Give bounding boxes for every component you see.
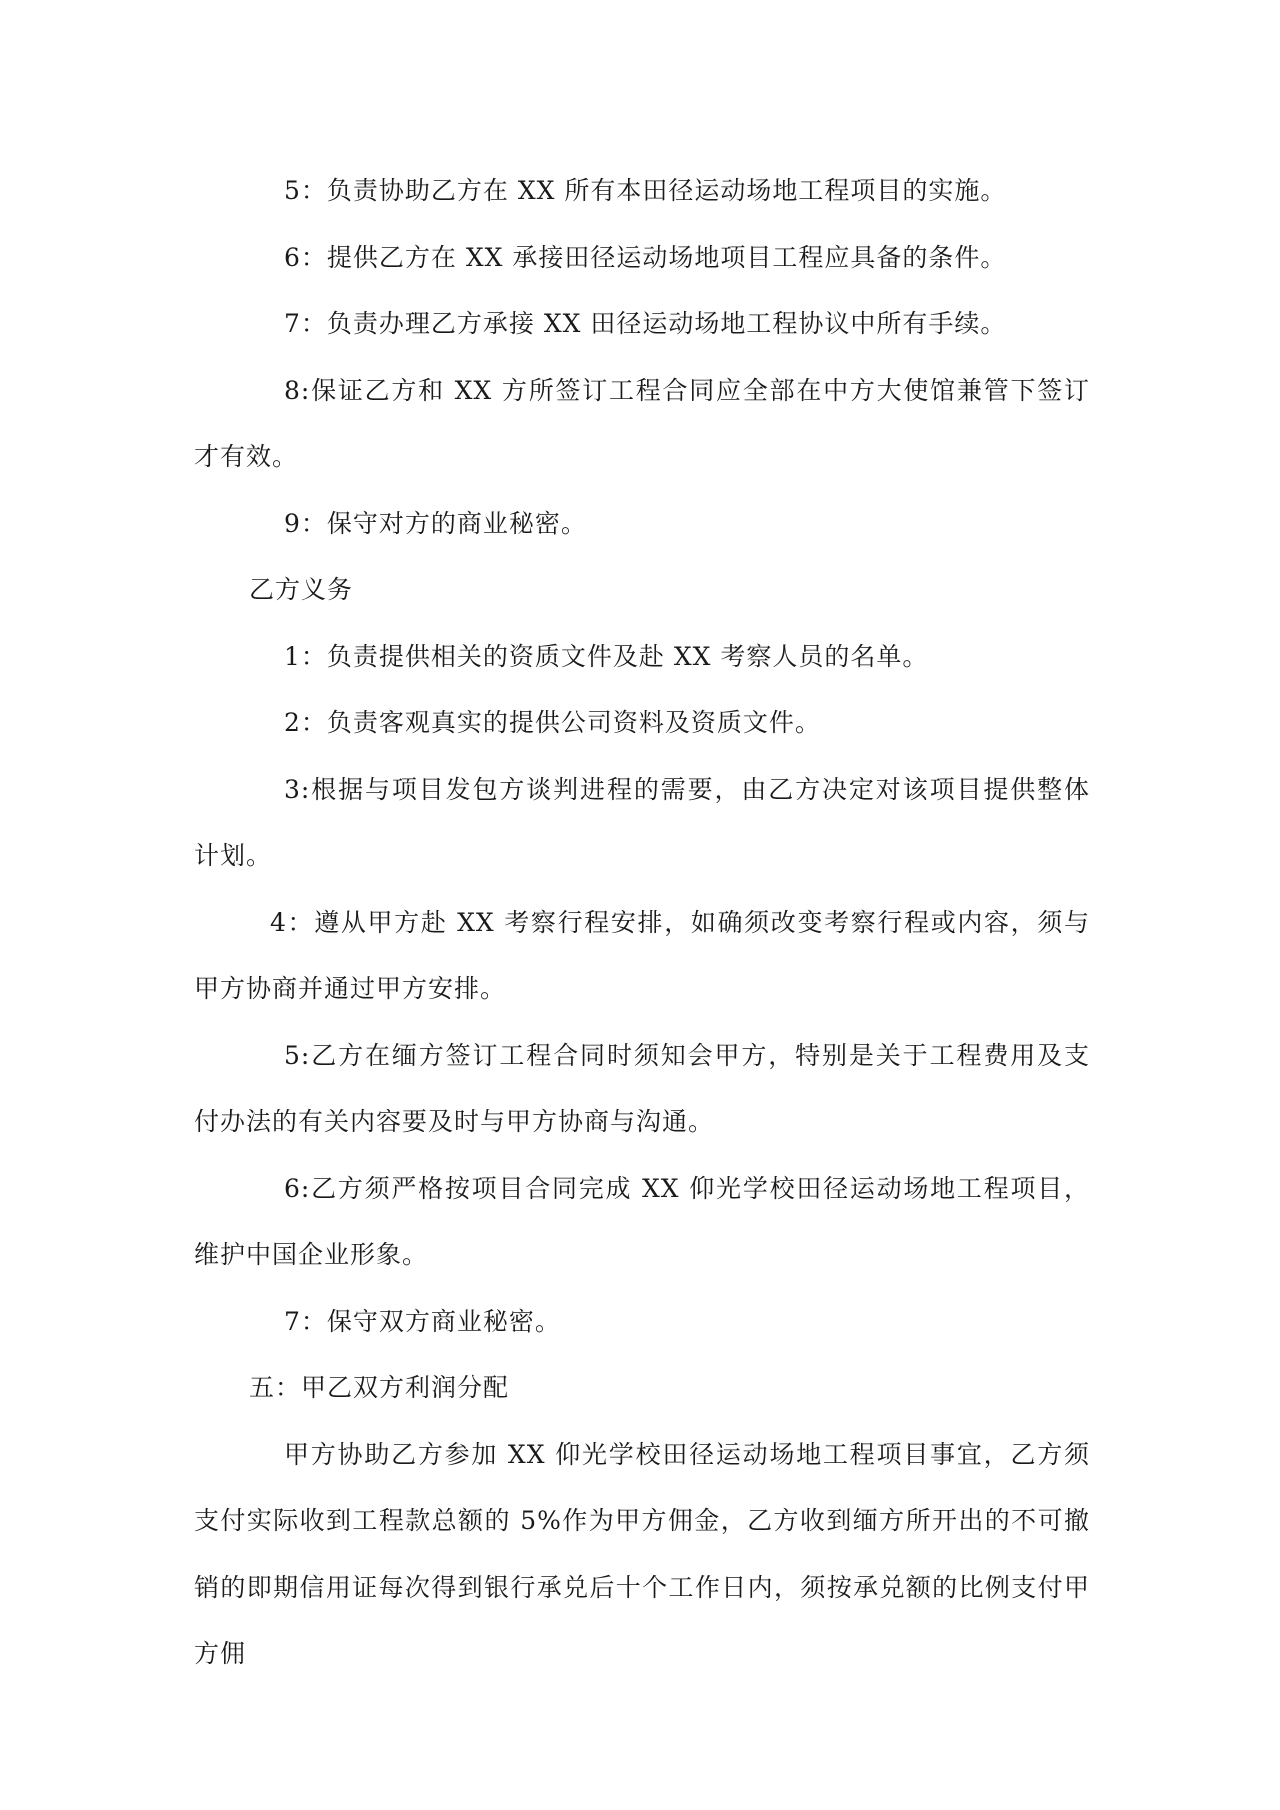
paragraph-obligation-6: 6：提供乙方在 XX 承接田径运动场地项目工程应具备的条件。 [284, 242, 1007, 272]
paragraph-party-b-7: 7：保守双方商业秘密。 [284, 1306, 561, 1336]
paragraph-party-b-1: 1：负责提供相关的资质文件及赴 XX 考察人员的名单。 [284, 641, 929, 671]
paragraph-party-b-2: 2：负责客观真实的提供公司资料及资质文件。 [284, 708, 821, 737]
paragraph-party-b-5: 5:乙方在缅方签订工程合同时须知会甲方，特别是关于工程费用及支付办法的有关内容要及时与甲方协商与沟通。 [194, 1040, 1090, 1136]
paragraph-party-b-6: 6:乙方须严格按项目合同完成 XX 仰光学校田径运动场地工程项目，维护中国企业形象。 [194, 1173, 1090, 1269]
paragraph-party-b-3: 3:根据与项目发包方谈判进程的需要，由乙方决定对该项目提供整体计划。 [194, 774, 1090, 870]
paragraph-obligation-9: 9：保守对方的商业秘密。 [284, 508, 587, 538]
section-heading-profit-distribution: 五：甲乙双方利润分配 [249, 1373, 510, 1402]
paragraph-profit-distribution: 甲方协助乙方参加 XX 仰光学校田径运动场地工程项目事宜，乙方须支付实际收到工程款总额的 5%作为甲方佣金，乙方收到缅方所开出的不可撤销的即期信用证每次得到银行承兑后十个工作日内，须按承兑额的比例支付甲方佣 [194, 1439, 1090, 1668]
paragraph-obligation-8: 8:保证乙方和 XX 方所签订工程合同应全部在中方大使馆兼管下签订才有效。 [194, 375, 1090, 471]
section-heading-party-b-obligations: 乙方义务 [249, 575, 354, 604]
paragraph-obligation-5: 5：负责协助乙方在 XX 所有本田径运动场地工程项目的实施。 [284, 176, 1007, 205]
paragraph-party-b-4: 4：遵从甲方赴 XX 考察行程安排，如确须改变考察行程或内容，须与甲方协商并通过甲方安排。 [194, 907, 1090, 1003]
paragraph-obligation-7: 7：负责办理乙方承接 XX 田径运动场地工程协议中所有手续。 [284, 309, 1007, 338]
document-body [194, 158, 1090, 1688]
